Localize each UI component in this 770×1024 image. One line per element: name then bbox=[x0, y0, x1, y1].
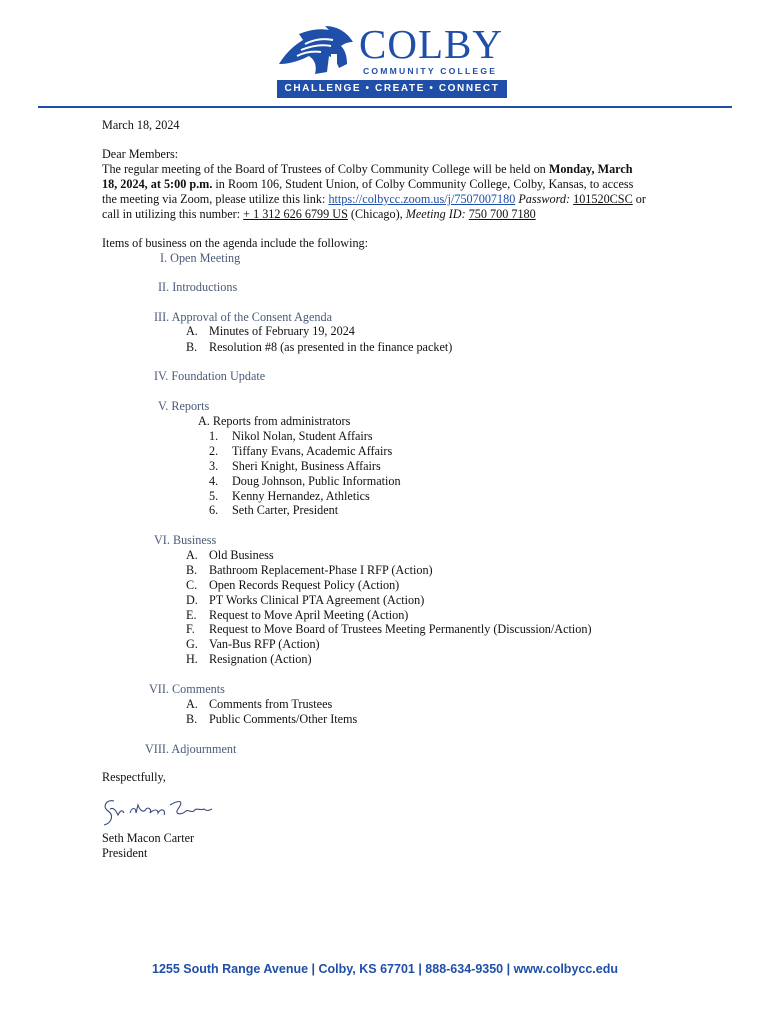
report-item: Seth Carter, President bbox=[232, 503, 339, 517]
body-text: The regular meeting of the Board of Trustees of Colby Community College will be held on bbox=[102, 162, 549, 176]
report-item: Nikol Nolan, Student Affairs bbox=[232, 429, 373, 443]
agenda-item-marker: B. bbox=[186, 563, 198, 577]
footer-address: 1255 South Range Avenue | Colby, KS 67701 | 888-634-9350 | www.colbycc.edu bbox=[152, 962, 618, 976]
agenda-item: Bathroom Replacement-Phase I RFP (Action) bbox=[209, 563, 433, 577]
college-logo bbox=[275, 22, 507, 100]
signer-name: Seth Macon Carter bbox=[102, 831, 195, 845]
agenda-section-4: IV. Foundation Update bbox=[154, 369, 266, 383]
agenda-section-1: I. Open Meeting bbox=[160, 251, 241, 265]
agenda-item: Public Comments/Other Items bbox=[209, 712, 358, 726]
report-number: 6. bbox=[209, 503, 219, 517]
agenda-item: Resolution #8 (as presented in the finance packet) bbox=[209, 340, 453, 354]
signer-title: President bbox=[102, 846, 148, 860]
body-line-4 bbox=[102, 207, 536, 222]
password-value: 101520CSC bbox=[573, 192, 633, 206]
report-number: 2. bbox=[209, 444, 219, 458]
zoom-link[interactable]: https://colbycc.zoom.us/j/7507007180 bbox=[328, 192, 516, 206]
report-item: Tiffany Evans, Academic Affairs bbox=[232, 444, 393, 458]
agenda-section-8: VIII. Adjournment bbox=[145, 742, 237, 756]
agenda-section-5: V. Reports bbox=[158, 399, 210, 413]
spartan-helmet-icon bbox=[275, 24, 357, 76]
body-text: or bbox=[632, 192, 646, 206]
signature bbox=[100, 795, 220, 831]
agenda-item: Old Business bbox=[209, 548, 274, 562]
agenda-section-7: VII. Comments bbox=[149, 682, 225, 696]
password-label: Password: bbox=[518, 192, 571, 206]
body-text: call in utilizing this number: bbox=[102, 207, 244, 221]
salutation: Dear Members: bbox=[102, 147, 179, 161]
agenda-item: Resignation (Action) bbox=[209, 652, 312, 666]
agenda-item: Comments from Trustees bbox=[209, 697, 333, 711]
body-text: (Chicago), bbox=[347, 207, 406, 221]
agenda-item-marker: B. bbox=[186, 712, 198, 726]
agenda-item-marker: B. bbox=[186, 340, 198, 354]
agenda-subsection: A. Reports from administrators bbox=[198, 414, 351, 428]
meeting-id-value: 750 700 7180 bbox=[468, 207, 536, 221]
agenda-item: Minutes of February 19, 2024 bbox=[209, 324, 355, 338]
agenda-intro: Items of business on the agenda include the following: bbox=[102, 236, 369, 250]
valediction: Respectfully, bbox=[102, 770, 166, 784]
body-line-2 bbox=[102, 177, 633, 192]
report-number: 4. bbox=[209, 474, 219, 488]
report-item: Doug Johnson, Public Information bbox=[232, 474, 401, 488]
agenda-section-2: II. Introductions bbox=[158, 280, 238, 294]
phone-number[interactable]: + 1 312 626 6799 US bbox=[243, 207, 348, 221]
agenda-item-marker: H. bbox=[186, 652, 198, 666]
college-name: COLBY bbox=[359, 21, 503, 67]
report-number: 3. bbox=[209, 459, 219, 473]
agenda-item: Request to Move Board of Trustees Meeting Permanently (Discussion/Action) bbox=[209, 622, 592, 636]
agenda-item: Request to Move April Meeting (Action) bbox=[209, 608, 409, 622]
report-item: Kenny Hernandez, Athletics bbox=[232, 489, 370, 503]
body-text: the meeting via Zoom, please utilize this link: bbox=[102, 192, 329, 206]
meeting-time-bold: 18, 2024, at 5:00 p.m. bbox=[102, 177, 213, 191]
agenda-item-marker: A. bbox=[186, 548, 198, 562]
agenda-section-3: III. Approval of the Consent Agenda bbox=[154, 310, 333, 324]
agenda-item: Open Records Request Policy (Action) bbox=[209, 578, 400, 592]
letter-date: March 18, 2024 bbox=[102, 118, 180, 132]
agenda-item-marker: F. bbox=[186, 622, 195, 636]
body-text: in Room 106, Student Union, of Colby Community College, Colby, Kansas, to access bbox=[212, 177, 634, 191]
agenda-section-6: VI. Business bbox=[154, 533, 217, 547]
header-rule bbox=[38, 106, 732, 108]
agenda-item: Van-Bus RFP (Action) bbox=[209, 637, 320, 651]
meeting-date-bold: Monday, March bbox=[548, 162, 633, 176]
body-line-1 bbox=[102, 162, 633, 177]
agenda-item-marker: E. bbox=[186, 608, 197, 622]
body-line-3 bbox=[102, 192, 646, 207]
report-number: 5. bbox=[209, 489, 219, 503]
college-subtitle: COMMUNITY COLLEGE bbox=[363, 66, 498, 76]
report-item: Sheri Knight, Business Affairs bbox=[232, 459, 381, 473]
meeting-id-label: Meeting ID: bbox=[405, 207, 466, 221]
agenda-item: PT Works Clinical PTA Agreement (Action) bbox=[209, 593, 425, 607]
report-number: 1. bbox=[209, 429, 219, 443]
agenda-item-marker: A. bbox=[186, 697, 198, 711]
agenda-item-marker: A. bbox=[186, 324, 198, 338]
agenda-item-marker: G. bbox=[186, 637, 198, 651]
agenda-item-marker: C. bbox=[186, 578, 198, 592]
agenda-item-marker: D. bbox=[186, 593, 198, 607]
tagline-bar: CHALLENGE • CREATE • CONNECT bbox=[277, 80, 507, 98]
